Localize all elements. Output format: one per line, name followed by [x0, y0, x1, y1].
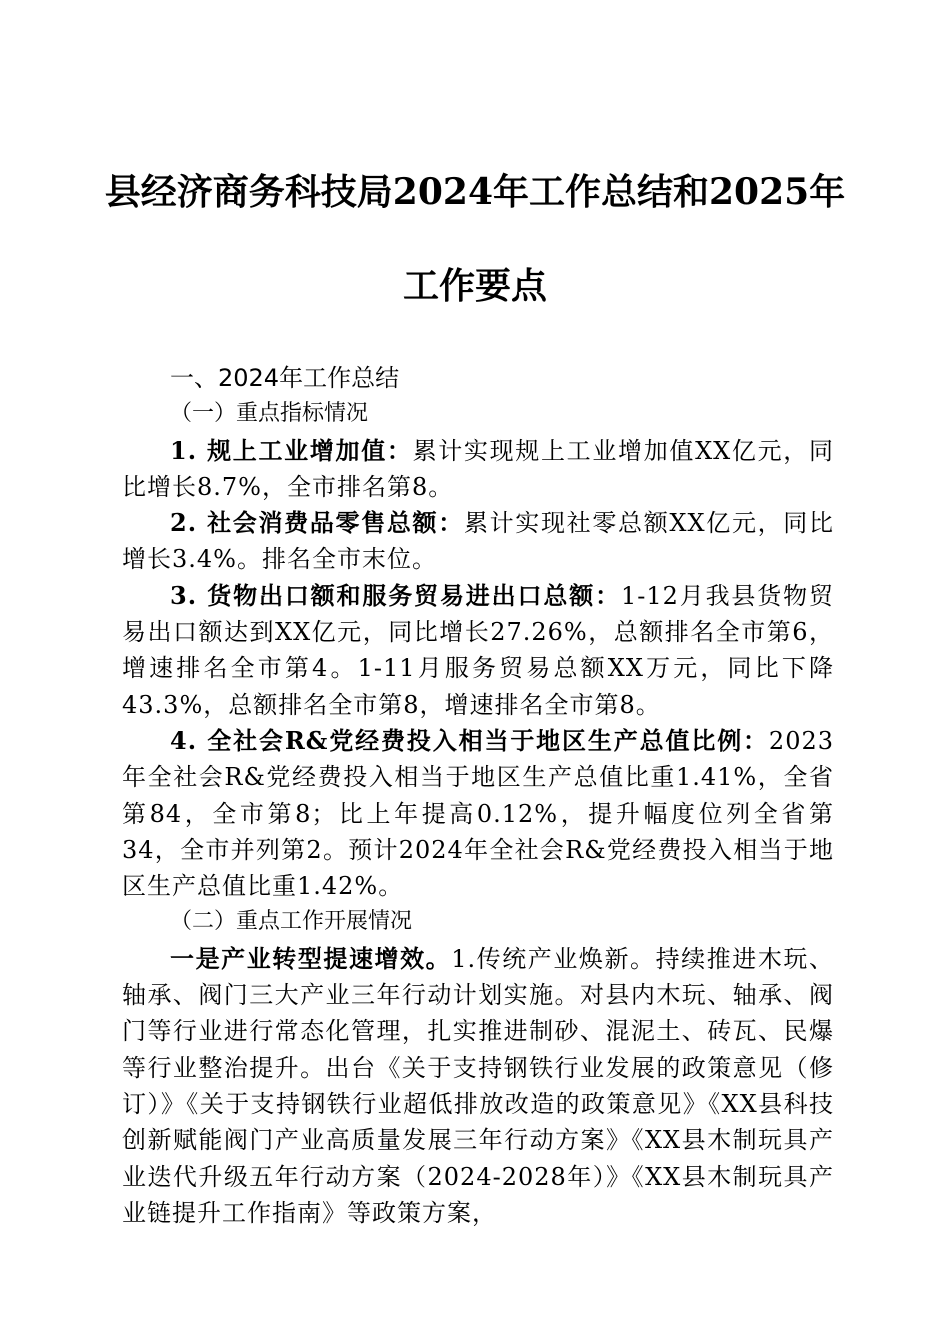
document-body — [122, 360, 834, 1231]
work-paragraph-1 — [122, 941, 834, 1231]
work-lead: 一是产业转型提速增效。 — [170, 943, 452, 973]
indicator-paragraph-3 — [122, 578, 834, 723]
work-text: 1.传统产业焕新。持续推进木玩、轴承、阀门三大产业三年行动计划实施。对县内木玩、轴承、阀门等行业进行常态化管理，扎实推进制砂、混泥土、砖瓦、民爆等行业整治提升。出台《关于支持钢铁行业发展的政策意见（修订）》《关于支持钢铁行业超低排放改造的政策意见》《XX县科技创新赋能阀门产业高质量发展三年行动方案》《XX县木制玩具产业迭代升级五年行动方案（2024-2028年）》《XX县木制玩具产业链提升工作指南》等政策方案， — [122, 944, 834, 1227]
indicator-paragraph-1 — [122, 433, 834, 506]
indicator-paragraph-4 — [122, 723, 834, 904]
indicator-paragraph-2 — [122, 505, 834, 578]
subsection-heading-work: （二）重点工作开展情况 — [170, 909, 413, 935]
indicator-text: 1-12月我县货物贸易出口额达到XX亿元，同比增长27.26%，总额排名全市第6，增速排名全市第4。1-11月服务贸易总额XX万元，同比下降43.3%，总额排名全市第8，增速排名全市第8。 — [122, 581, 834, 719]
indicator-lead: 4. 全社会R&党经费投入相当于地区生产总值比例： — [170, 725, 769, 755]
subsection-heading-indicators: （一）重点指标情况 — [170, 401, 369, 427]
section-heading-summary: 一、2024年工作总结 — [170, 364, 400, 392]
document-title-line2: 工作要点 — [402, 265, 547, 307]
indicator-lead: 1. 规上工业增加值： — [170, 435, 413, 465]
indicator-text: 2023年全社会R&党经费投入相当于地区生产总值比重1.41%，全省第84，全市第8；比上年提高0.12%，提升幅度位列全省第34，全市并列第2。预计2024年全社会R&党经费投入相当于地区生产总值比重1.42%。 — [122, 726, 834, 901]
indicator-lead: 2. 社会消费品零售总额： — [170, 508, 464, 538]
indicator-text: 累计实现规上工业增加值XX亿元，同比增长8.7%，全市排名第8。 — [122, 436, 834, 501]
document-title-line1: 县经济商务科技局2024年工作总结和2025年 — [104, 171, 846, 213]
indicator-lead: 3. 货物出口额和服务贸易进出口总额： — [170, 580, 621, 610]
indicator-text: 累计实现社零总额XX亿元，同比增长3.4%。排名全市末位。 — [122, 509, 834, 574]
